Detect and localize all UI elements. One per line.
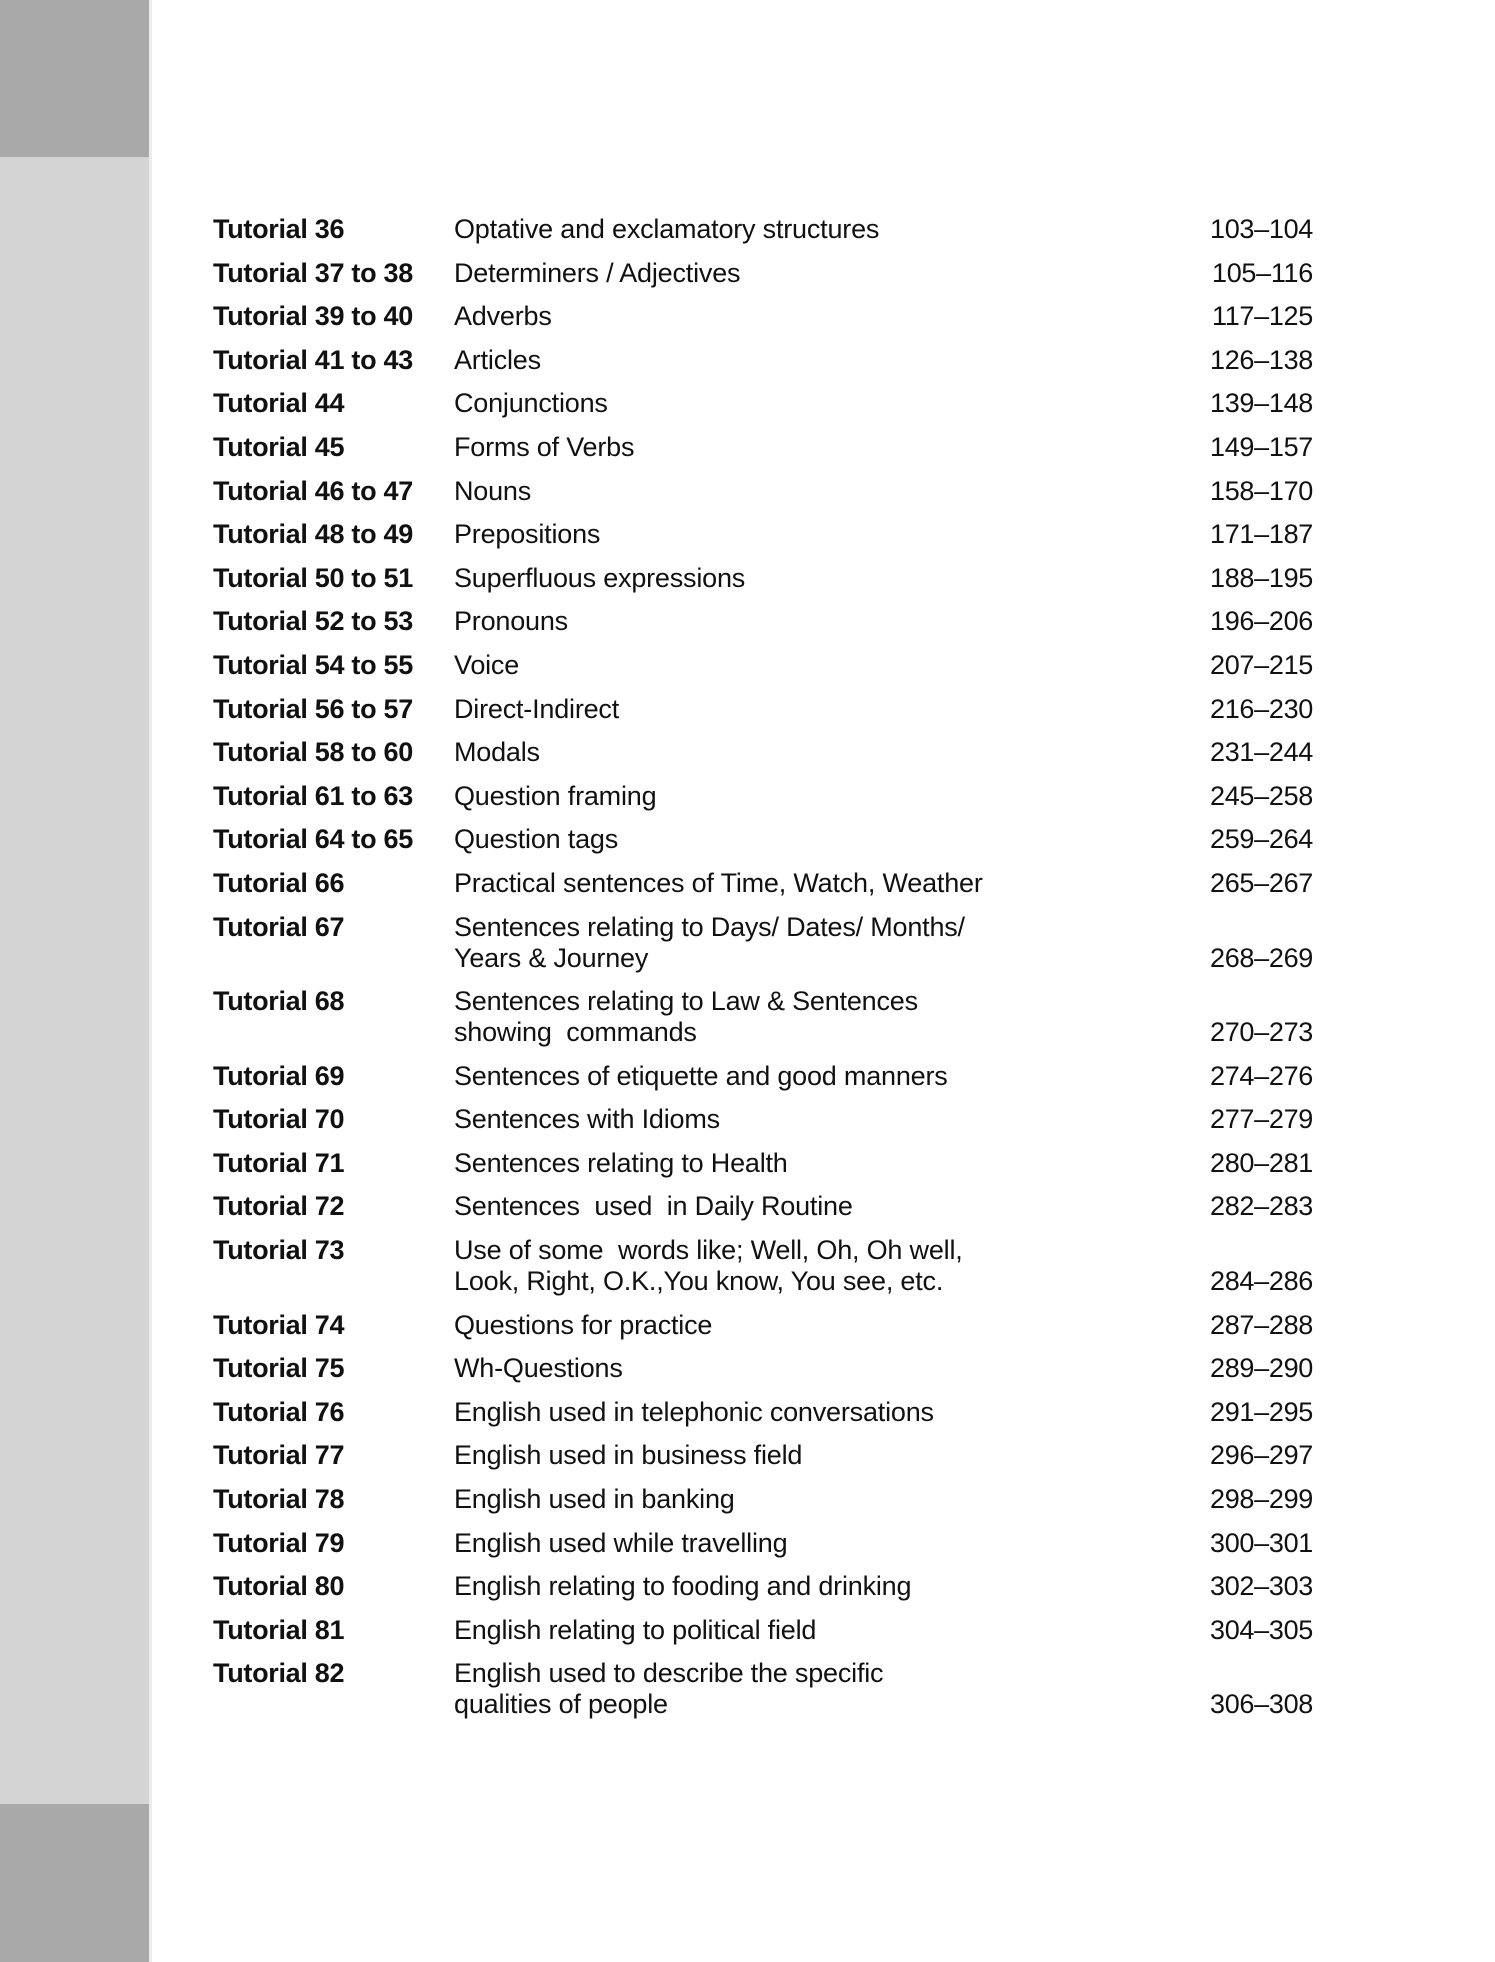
page-side-strip xyxy=(0,0,151,1962)
topic-line: English used to describe the specific xyxy=(454,1658,884,1689)
toc-entry xyxy=(213,1658,1313,1733)
toc-entry xyxy=(213,563,1313,607)
tutorial-number: Tutorial 67 xyxy=(213,911,345,942)
tutorial-topic xyxy=(454,301,1014,332)
tutorial-number: Tutorial 80 xyxy=(213,1571,345,1602)
tutorial-topic xyxy=(454,563,1014,594)
toc-entry xyxy=(213,519,1313,563)
toc-entry xyxy=(213,606,1313,650)
tutorial-topic xyxy=(454,519,1014,550)
page-range: 282–283 xyxy=(1209,1191,1313,1222)
toc-entry xyxy=(213,301,1313,345)
tutorial-topic xyxy=(454,1440,1014,1471)
tutorial-topic xyxy=(454,650,1014,681)
tutorial-number: Tutorial 58 to 60 xyxy=(213,737,413,768)
tutorial-number: Tutorial 50 to 51 xyxy=(213,562,413,593)
topic-line: English relating to fooding and drinking xyxy=(454,1571,912,1602)
page-range: 117–125 xyxy=(1211,301,1313,332)
tutorial-number: Tutorial 45 xyxy=(213,431,345,462)
toc-entry xyxy=(213,1061,1313,1105)
page-range: 196–206 xyxy=(1209,606,1313,637)
topic-line: qualities of people xyxy=(454,1689,668,1720)
topic-line: Optative and exclamatory structures xyxy=(454,214,880,244)
toc-entry xyxy=(213,1440,1313,1484)
page-range: 280–281 xyxy=(1209,1147,1313,1178)
toc-entry xyxy=(213,214,1313,258)
tutorial-number: Tutorial 69 xyxy=(213,1060,345,1091)
page-range: 270–273 xyxy=(1209,1017,1313,1048)
page-range: 289–290 xyxy=(1209,1353,1313,1384)
tutorial-number: Tutorial 46 to 47 xyxy=(213,475,413,506)
topic-line: Question framing xyxy=(454,780,657,811)
page-range: 158–170 xyxy=(1209,475,1313,506)
topic-line: English relating to political field xyxy=(454,1614,817,1645)
toc-entry xyxy=(213,1353,1313,1397)
toc-entry xyxy=(213,1191,1313,1235)
tutorial-topic xyxy=(454,694,1014,725)
topic-line: Determiners / Adjectives xyxy=(454,257,741,288)
page-range: 300–301 xyxy=(1209,1527,1313,1558)
topic-line: Nouns xyxy=(454,475,532,506)
tutorial-topic xyxy=(454,345,1014,376)
topic-line: Forms of Verbs xyxy=(454,431,635,462)
tutorial-number: Tutorial 56 to 57 xyxy=(213,693,413,724)
topic-line: Practical sentences of Time, Watch, Weather xyxy=(454,867,983,898)
toc-entry xyxy=(213,824,1313,868)
topic-line: Sentences relating to Health xyxy=(454,1147,788,1178)
page-range: 296–297 xyxy=(1209,1440,1313,1471)
topic-line: Sentences used in Daily Routine xyxy=(454,1191,853,1222)
tutorial-topic xyxy=(454,868,1014,899)
topic-line: Pronouns xyxy=(454,606,568,637)
toc-entry xyxy=(213,1484,1313,1528)
topic-line: Wh-Questions xyxy=(454,1353,623,1384)
page-range: 277–279 xyxy=(1209,1104,1313,1135)
tutorial-number: Tutorial 48 to 49 xyxy=(213,519,413,550)
toc-entry xyxy=(213,1235,1313,1310)
toc-entry xyxy=(213,1571,1313,1615)
page-range: 207–215 xyxy=(1209,649,1313,680)
tutorial-topic xyxy=(454,214,1014,245)
toc-entry xyxy=(213,1615,1313,1659)
page-range: 259–264 xyxy=(1209,824,1313,855)
page-range: 188–195 xyxy=(1209,562,1313,593)
tutorial-number: Tutorial 70 xyxy=(213,1104,345,1135)
page-range: 287–288 xyxy=(1209,1309,1313,1340)
page-range: 298–299 xyxy=(1209,1484,1313,1515)
tutorial-number: Tutorial 74 xyxy=(213,1309,345,1340)
table-of-contents xyxy=(213,214,1313,1733)
toc-entry xyxy=(213,868,1313,912)
page-range: 139–148 xyxy=(1209,388,1313,419)
tutorial-number: Tutorial 61 to 63 xyxy=(213,780,413,811)
page-range: 245–258 xyxy=(1209,780,1313,811)
topic-line: Modals xyxy=(454,737,540,768)
toc-entry xyxy=(213,986,1313,1061)
toc-entry xyxy=(213,476,1313,520)
tutorial-topic xyxy=(454,1397,1014,1428)
page-range: 216–230 xyxy=(1209,693,1313,724)
toc-entry xyxy=(213,1148,1313,1192)
topic-line: English used in business field xyxy=(454,1440,803,1471)
tutorial-number: Tutorial 82 xyxy=(213,1658,345,1689)
tutorial-topic xyxy=(454,1104,1014,1135)
topic-line: Voice xyxy=(454,649,520,680)
tutorial-topic xyxy=(454,781,1014,812)
toc-entry xyxy=(213,258,1313,302)
topic-line: English used in banking xyxy=(454,1484,735,1515)
toc-entry xyxy=(213,1528,1313,1572)
tutorial-number: Tutorial 36 xyxy=(213,214,345,244)
topic-line: English used in telephonic conversations xyxy=(454,1396,934,1427)
tutorial-topic xyxy=(454,606,1014,637)
toc-entry xyxy=(213,737,1313,781)
tutorial-topic xyxy=(454,1191,1014,1222)
tutorial-number: Tutorial 77 xyxy=(213,1440,345,1471)
topic-line: showing commands xyxy=(454,1017,697,1048)
page-range: 231–244 xyxy=(1209,737,1313,768)
strip-divider xyxy=(149,0,152,1962)
topic-line: Sentences with Idioms xyxy=(454,1104,720,1135)
tutorial-topic xyxy=(454,1658,1014,1720)
topic-line: Prepositions xyxy=(454,519,601,550)
page-range: 268–269 xyxy=(1209,942,1313,973)
toc-entry xyxy=(213,1104,1313,1148)
page-range: 149–157 xyxy=(1209,431,1313,462)
topic-line: Sentences of etiquette and good manners xyxy=(454,1060,948,1091)
page-range: 304–305 xyxy=(1209,1614,1313,1645)
tutorial-topic xyxy=(454,1061,1014,1092)
topic-line: Articles xyxy=(454,344,541,375)
page-range: 103–104 xyxy=(1209,214,1313,244)
tutorial-topic xyxy=(454,1310,1014,1341)
topic-line: Question tags xyxy=(454,824,619,855)
tutorial-topic xyxy=(454,258,1014,289)
tutorial-topic xyxy=(454,737,1014,768)
tutorial-number: Tutorial 72 xyxy=(213,1191,345,1222)
tutorial-number: Tutorial 37 to 38 xyxy=(213,257,413,288)
page-range: 171–187 xyxy=(1209,519,1313,550)
page-range: 291–295 xyxy=(1209,1396,1313,1427)
page-range: 302–303 xyxy=(1209,1571,1313,1602)
page-range: 306–308 xyxy=(1209,1689,1313,1720)
topic-line: Sentences relating to Law & Sentences xyxy=(454,986,918,1017)
tutorial-number: Tutorial 71 xyxy=(213,1147,345,1178)
tutorial-number: Tutorial 81 xyxy=(213,1614,345,1645)
tutorial-topic xyxy=(454,432,1014,463)
tutorial-number: Tutorial 52 to 53 xyxy=(213,606,413,637)
tutorial-number: Tutorial 44 xyxy=(213,388,345,419)
toc-entry xyxy=(213,650,1313,694)
tutorial-topic xyxy=(454,388,1014,419)
tutorial-number: Tutorial 66 xyxy=(213,867,345,898)
tutorial-number: Tutorial 41 to 43 xyxy=(213,344,413,375)
page-range: 284–286 xyxy=(1209,1266,1313,1297)
page-tab-top xyxy=(0,0,149,157)
topic-line: Superfluous expressions xyxy=(454,562,746,593)
topic-line: English used while travelling xyxy=(454,1527,788,1558)
tutorial-topic xyxy=(454,476,1014,507)
toc-entry xyxy=(213,1310,1313,1354)
toc-entry xyxy=(213,345,1313,389)
topic-line: Use of some words like; Well, Oh, Oh well, xyxy=(454,1235,963,1266)
tutorial-topic xyxy=(454,1571,1014,1602)
toc-entry xyxy=(213,432,1313,476)
page-range: 265–267 xyxy=(1209,867,1313,898)
tutorial-number: Tutorial 73 xyxy=(213,1235,345,1266)
toc-entry xyxy=(213,694,1313,738)
toc-entry xyxy=(213,1397,1313,1441)
tutorial-number: Tutorial 79 xyxy=(213,1527,345,1558)
tutorial-number: Tutorial 64 to 65 xyxy=(213,824,413,855)
tutorial-topic xyxy=(454,824,1014,855)
tutorial-number: Tutorial 54 to 55 xyxy=(213,649,413,680)
tutorial-number: Tutorial 39 to 40 xyxy=(213,301,413,332)
tutorial-topic xyxy=(454,912,1014,974)
tutorial-number: Tutorial 75 xyxy=(213,1353,345,1384)
page-range: 105–116 xyxy=(1211,257,1313,288)
tutorial-topic xyxy=(454,1353,1014,1384)
topic-line: Years & Journey xyxy=(454,942,649,973)
tutorial-number: Tutorial 78 xyxy=(213,1484,345,1515)
toc-entry xyxy=(213,912,1313,987)
tutorial-topic xyxy=(454,1235,1014,1297)
toc-entry xyxy=(213,388,1313,432)
topic-line: Conjunctions xyxy=(454,388,608,419)
topic-line: Direct-Indirect xyxy=(454,693,620,724)
tutorial-topic xyxy=(454,1615,1014,1646)
topic-line: Sentences relating to Days/ Dates/ Months/ xyxy=(454,911,965,942)
page-range: 274–276 xyxy=(1209,1060,1313,1091)
tutorial-topic xyxy=(454,1148,1014,1179)
tutorial-number: Tutorial 76 xyxy=(213,1396,345,1427)
tutorial-topic xyxy=(454,1484,1014,1515)
page-tab-bottom xyxy=(0,1804,149,1962)
toc-entry xyxy=(213,781,1313,825)
tutorial-topic xyxy=(454,1528,1014,1559)
page-range: 126–138 xyxy=(1209,344,1313,375)
tutorial-topic xyxy=(454,986,1014,1048)
topic-line: Questions for practice xyxy=(454,1309,713,1340)
topic-line: Adverbs xyxy=(454,301,552,332)
tutorial-number: Tutorial 68 xyxy=(213,986,345,1017)
topic-line: Look, Right, O.K.,You know, You see, etc. xyxy=(454,1266,944,1297)
